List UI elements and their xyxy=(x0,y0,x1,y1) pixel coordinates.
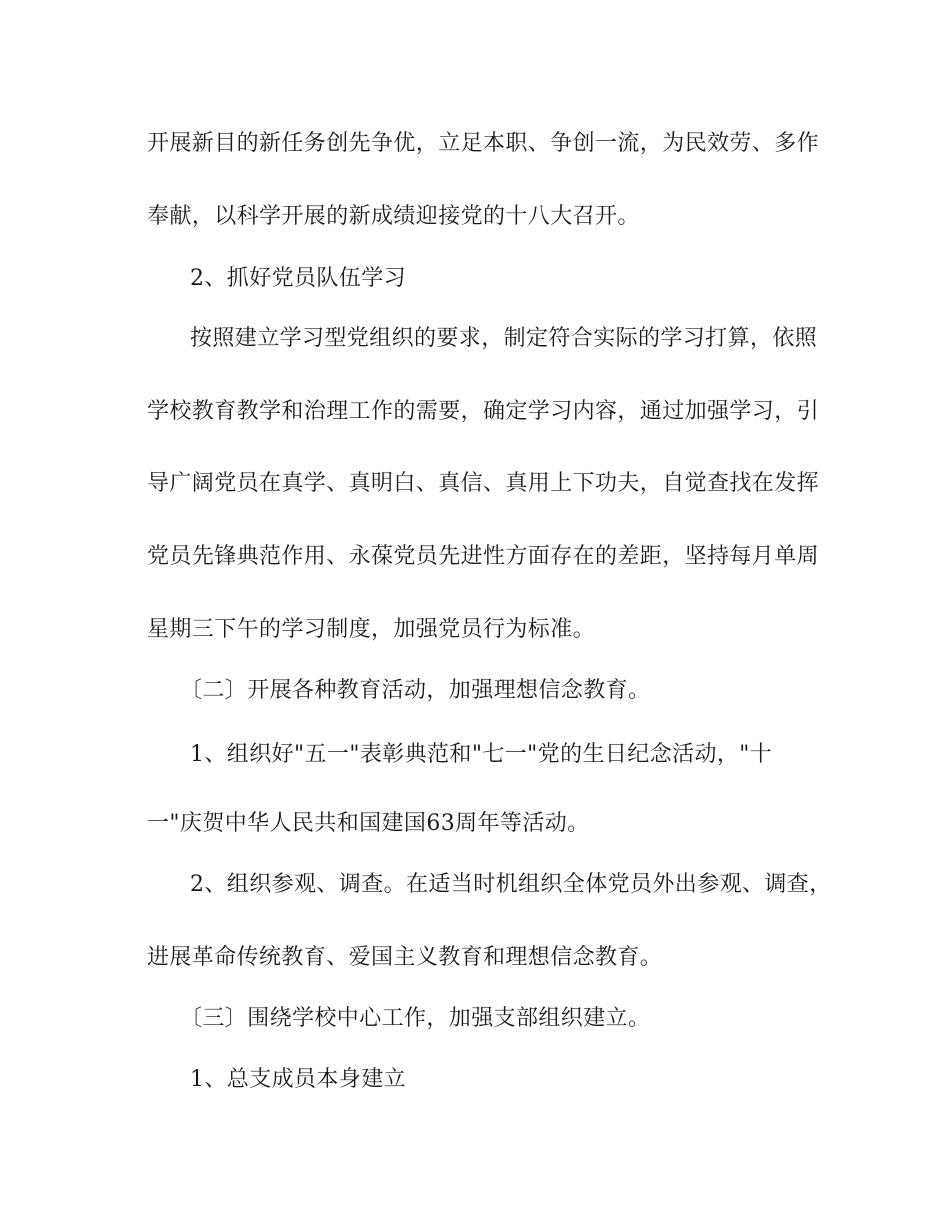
body-text-line: 党员先锋典范作用、永葆党员先进性方面存在的差距，坚持每月单周 xyxy=(147,544,820,569)
section-heading: 1、总支成员本身建立 xyxy=(190,1067,406,1092)
body-text-line: 学校教育教学和治理工作的需要，确定学习内容，通过加强学习，引 xyxy=(147,399,820,424)
body-text-line: 导广阔党员在真学、真明白、真信、真用上下功夫，自觉查找在发挥 xyxy=(147,471,820,496)
body-text-line: 奉献，以科学开展的新成绩迎接党的十八大召开。 xyxy=(147,204,640,229)
section-heading: 2、抓好党员队伍学习 xyxy=(190,266,406,291)
body-text-line: 一"庆贺中华人民共和国建国63周年等活动。 xyxy=(147,811,590,836)
body-text-line: 1、组织好"五一"表彰典范和"七一"党的生日纪念活动，"十 xyxy=(190,742,773,767)
section-heading: 〔三〕围绕学校中心工作，加强支部组织建立。 xyxy=(180,1006,651,1031)
body-text-line: 开展新目的新任务创先争优，立足本职、争创一流，为民效劳、多作 xyxy=(147,131,820,156)
body-text-line: 进展革命传统教育、爱国主义教育和理想信念教育。 xyxy=(147,945,663,970)
section-heading: 〔二〕开展各种教育活动，加强理想信念教育。 xyxy=(180,678,651,703)
body-text-line: 2、组织参观、调查。在适当时机组织全体党员外出参观、调查， xyxy=(190,872,832,897)
body-text-line: 星期三下午的学习制度，加强党员行为标准。 xyxy=(147,617,596,642)
body-text-line: 按照建立学习型党组织的要求，制定符合实际的学习打算，依照 xyxy=(190,326,818,351)
